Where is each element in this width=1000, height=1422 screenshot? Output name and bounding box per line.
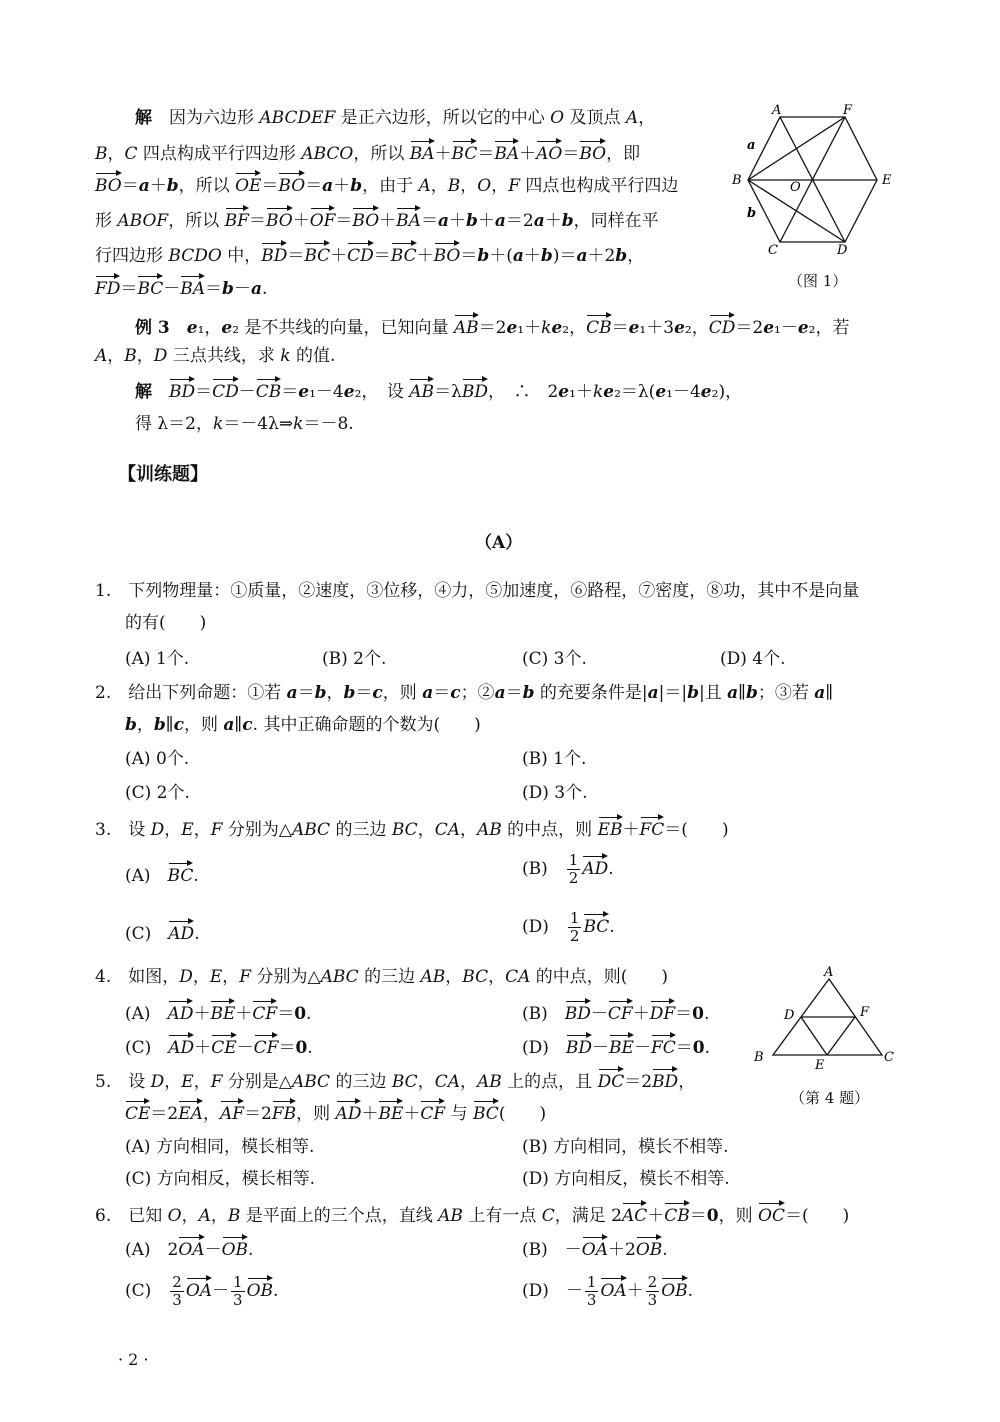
q3-option-b[interactable]: (B) $\frac{1}{2}$ AD. <box>522 851 614 887</box>
solution3-label: 解 <box>135 382 152 402</box>
fig4-label-f: F <box>860 1005 870 1020</box>
q1-option-b[interactable]: (B) 2个. <box>322 649 387 669</box>
q2-option-b[interactable]: (B) 1个. <box>522 749 587 769</box>
fig1-label-d: D <box>837 243 848 258</box>
fig1-label-vec-b: b <box>747 206 757 221</box>
fig1-label-e: E <box>882 173 892 188</box>
fig1-label-a: A <box>772 103 782 118</box>
q4-option-c[interactable]: (C) AD＋CE－CF＝0. <box>125 1032 313 1059</box>
q1-option-d[interactable]: (D) 4个. <box>720 649 786 669</box>
fig4-label-c: C <box>884 1050 894 1065</box>
solution-line-4: 形 ABOF，所以 BF＝BO＋OF＝BO＋BA＝a＋b＋a＝2a＋b，同样在平 <box>95 205 659 232</box>
q2-option-d[interactable]: (D) 3个. <box>522 783 588 803</box>
fig1-label-f: F <box>843 103 853 118</box>
triangle-figure <box>748 962 898 1072</box>
q5-stem-2: CE＝2EA，AF＝2FB，则 AD＋BE＋CF 与 BC( ) <box>125 1098 546 1125</box>
q1-option-c[interactable]: (C) 3个. <box>522 649 587 669</box>
q3-option-a[interactable]: (A) BC. <box>125 860 199 887</box>
q1-option-a[interactable]: (A) 1个. <box>125 649 190 669</box>
q5-option-c[interactable]: (C) 方向相反，模长相等. <box>125 1169 316 1189</box>
fig1-label-o: O <box>790 180 801 195</box>
q1-number: 1. <box>95 581 112 601</box>
q5-stem: 5. 设 D，E，F 分别是△ABC 的三边 BC，CA，AB 上的点，且 DC＝2BD， <box>95 1066 695 1093</box>
q5-option-a[interactable]: (A) 方向相同，模长相等. <box>125 1137 315 1157</box>
q1-stem-2: 的有( ) <box>125 613 207 633</box>
q3-option-c[interactable]: (C) AD. <box>125 918 200 945</box>
q6-option-d[interactable]: (D) － $\frac{1}{3}$ OA＋ $\frac{2}{3}$ OB. <box>522 1273 694 1309</box>
example3-line-1: 例 3 e₁，e₂ 是不共线的向量，已知向量 AB＝2e₁＋ke₂，CB＝e₁＋3e₂，CD＝2e₁－e₂，若 <box>135 312 850 339</box>
q4-option-d[interactable]: (D) BD－BE－FC＝0. <box>522 1032 710 1059</box>
fig4-label-d: D <box>784 1008 795 1023</box>
example3-line-2: A，B，D 三点共线，求 k 的值. <box>95 346 336 366</box>
section-a-title: （A） <box>475 533 523 553</box>
hexagon-figure <box>725 100 900 275</box>
solution-line-6: FD＝BC－BA＝b－a. <box>95 273 267 300</box>
q2-option-a[interactable]: (A) 0个. <box>125 749 190 769</box>
fig4-caption: （第 4 题） <box>790 1089 870 1107</box>
q5-option-d[interactable]: (D) 方向相反，模长不相等. <box>522 1169 730 1189</box>
solution-paragraph: 解 因为六边形 ABCDEF 是正六边形，所以它的中心 O 及顶点 A， <box>135 108 656 128</box>
q6-stem: 6. 已知 O，A，B 是平面上的三个点，直线 AB 上有一点 C，满足 2AC＋CB＝0，则 OC＝( ) <box>95 1200 849 1227</box>
fig4-label-e: E <box>815 1058 825 1072</box>
fig1-label-c: C <box>768 243 778 258</box>
solution3-line-2: 得 λ＝2，k＝－4λ⇒k＝－8. <box>135 414 354 434</box>
q4-option-b[interactable]: (B) BD－CF＋DF＝0. <box>522 998 709 1025</box>
q4-stem: 4. 如图，D，E，F 分别为△ABC 的三边 AB，BC，CA 的中点，则( ) <box>95 967 669 987</box>
example3-label: 例 3 <box>135 318 170 338</box>
solution-line-5: 行四边形 BCDO 中，BD＝BC＋CD＝BC＋BO＝b＋(a＋b)＝a＋2b， <box>95 240 644 267</box>
q6-option-c[interactable]: (C) $\frac{2}{3}$ OA－ $\frac{1}{3}$ OB. <box>125 1273 279 1309</box>
q1-stem <box>95 580 859 602</box>
q2-option-c[interactable]: (C) 2个. <box>125 783 190 803</box>
q3-stem: 3. 设 D，E，F 分别为△ABC 的三边 BC，CA，AB 的中点，则 EB＋FC＝( ) <box>95 814 729 841</box>
q6-option-b[interactable]: (B) －OA＋2OB. <box>522 1234 668 1261</box>
fig4-label-a: A <box>824 965 834 980</box>
fig1-label-b: B <box>732 173 742 188</box>
solution-label: 解 <box>135 108 152 128</box>
page-number: · 2 · <box>118 1350 149 1369</box>
fig4-label-b: B <box>754 1050 764 1065</box>
q5-option-b[interactable]: (B) 方向相同，模长不相等. <box>522 1137 729 1157</box>
solution3-line-1: 解 BD＝CD－CB＝e₁－4e₂， 设 AB＝λBD， ∴ 2e₁＋ke₂＝λ(e₁－4e₂)， <box>135 376 742 403</box>
q3-option-d[interactable]: (D) $\frac{1}{2}$ BC. <box>522 909 615 945</box>
q4-option-a[interactable]: (A) AD＋BE＋CF＝0. <box>125 998 311 1025</box>
solution-line-3: BO＝a＋b，所以 OE＝BO＝a＋b，由于 A，B，O，F 四点也构成平行四边 <box>95 170 678 197</box>
training-title: 【训练题】 <box>118 464 208 485</box>
q2-stem-2: b，b∥c，则 a∥c. 其中正确命题的个数为( ) <box>125 715 481 735</box>
solution-line-2: B，C 四点构成平行四边形 ABCO，所以 BA＋BC＝BA＋AO＝BO，即 <box>95 138 640 165</box>
q6-option-a[interactable]: (A) 2OA－OB. <box>125 1234 253 1261</box>
q2-stem: 2. 给出下列命题：①若 a＝b，b＝c，则 a＝c；②a＝b 的充要条件是|a|＝|b|且 a∥b；③若 a∥ <box>95 683 834 703</box>
q1-stem-text: 下列物理量：①质量，②速度，③位移，④力，⑤加速度，⑥路程，⑦密度，⑧功，其中不是向量 <box>128 581 860 601</box>
fig1-caption: （图 1） <box>788 272 848 290</box>
fig1-label-vec-a: a <box>747 138 756 153</box>
